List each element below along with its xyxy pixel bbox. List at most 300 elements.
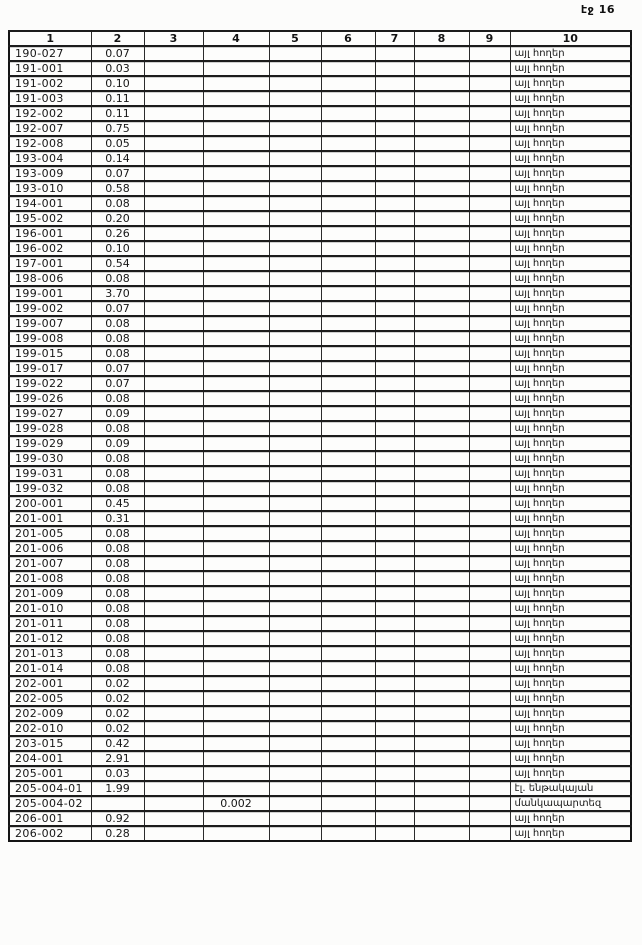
empty-cell — [469, 736, 510, 751]
parcel-code-cell: 199-017 — [9, 361, 91, 376]
col4-value-cell — [203, 601, 269, 616]
table-row — [9, 226, 631, 241]
empty-cell — [321, 691, 375, 706]
empty-cell — [469, 646, 510, 661]
column-header-3: 3 — [144, 31, 203, 46]
empty-cell — [414, 361, 469, 376]
parcel-code-cell: 205-004-02 — [9, 796, 91, 811]
empty-cell — [469, 61, 510, 76]
land-type-cell: այլ հողեր — [510, 826, 631, 841]
table-row — [9, 46, 631, 61]
table-row — [9, 376, 631, 391]
area-cell — [91, 796, 144, 811]
parcel-code-cell: 198-006 — [9, 271, 91, 286]
area-cell: 0.58 — [91, 181, 144, 196]
empty-cell — [469, 211, 510, 226]
col4-value-cell — [203, 661, 269, 676]
col4-value-cell — [203, 811, 269, 826]
empty-cell — [269, 256, 321, 271]
empty-cell — [414, 691, 469, 706]
parcel-code-cell: 201-007 — [9, 556, 91, 571]
empty-cell — [469, 376, 510, 391]
col4-value-cell — [203, 556, 269, 571]
empty-cell — [321, 421, 375, 436]
empty-cell — [269, 151, 321, 166]
table-row — [9, 481, 631, 496]
empty-cell — [144, 691, 203, 706]
empty-cell — [321, 241, 375, 256]
table-row — [9, 616, 631, 631]
empty-cell — [321, 751, 375, 766]
empty-cell — [269, 601, 321, 616]
empty-cell — [269, 766, 321, 781]
col4-value-cell — [203, 646, 269, 661]
column-header-5: 5 — [269, 31, 321, 46]
empty-cell — [375, 196, 414, 211]
empty-cell — [375, 511, 414, 526]
empty-cell — [375, 796, 414, 811]
empty-cell — [144, 331, 203, 346]
table-row — [9, 151, 631, 166]
empty-cell — [375, 121, 414, 136]
empty-cell — [375, 586, 414, 601]
empty-cell — [321, 301, 375, 316]
parcel-code-cell: 206-001 — [9, 811, 91, 826]
empty-cell — [321, 556, 375, 571]
empty-cell — [269, 586, 321, 601]
parcel-code-cell: 199-002 — [9, 301, 91, 316]
area-cell: 0.10 — [91, 241, 144, 256]
table-row — [9, 661, 631, 676]
land-type-cell: այլ հողեր — [510, 46, 631, 61]
empty-cell — [469, 166, 510, 181]
table-row — [9, 166, 631, 181]
area-cell: 0.54 — [91, 256, 144, 271]
area-cell: 0.03 — [91, 61, 144, 76]
land-type-cell: այլ հողեր — [510, 61, 631, 76]
empty-cell — [321, 391, 375, 406]
empty-cell — [375, 346, 414, 361]
empty-cell — [469, 541, 510, 556]
table-row — [9, 736, 631, 751]
empty-cell — [469, 751, 510, 766]
area-cell: 0.09 — [91, 436, 144, 451]
empty-cell — [375, 721, 414, 736]
table-row — [9, 436, 631, 451]
col4-value-cell — [203, 316, 269, 331]
table-row — [9, 511, 631, 526]
table-row — [9, 541, 631, 556]
header-row — [9, 31, 631, 46]
table-row — [9, 271, 631, 286]
empty-cell — [375, 181, 414, 196]
empty-cell — [144, 631, 203, 646]
empty-cell — [269, 196, 321, 211]
col4-value-cell — [203, 436, 269, 451]
empty-cell — [269, 106, 321, 121]
land-type-cell: այլ հողեր — [510, 136, 631, 151]
land-type-cell: այլ հողեր — [510, 451, 631, 466]
empty-cell — [375, 46, 414, 61]
empty-cell — [414, 241, 469, 256]
land-type-cell: այլ հողեր — [510, 616, 631, 631]
col4-value-cell — [203, 166, 269, 181]
land-type-cell: այլ հողեր — [510, 421, 631, 436]
empty-cell — [321, 106, 375, 121]
empty-cell — [269, 136, 321, 151]
parcel-code-cell: 190-027 — [9, 46, 91, 61]
col4-value-cell — [203, 301, 269, 316]
land-type-cell: այլ հողեր — [510, 661, 631, 676]
page-number-label: էջ 16 — [580, 3, 615, 16]
empty-cell — [469, 361, 510, 376]
empty-cell — [269, 181, 321, 196]
empty-cell — [414, 211, 469, 226]
parcel-code-cell: 192-002 — [9, 106, 91, 121]
area-cell: 0.08 — [91, 601, 144, 616]
land-type-cell: այլ հողեր — [510, 181, 631, 196]
parcel-code-cell: 204-001 — [9, 751, 91, 766]
empty-cell — [469, 406, 510, 421]
empty-cell — [375, 76, 414, 91]
empty-cell — [469, 46, 510, 61]
empty-cell — [144, 256, 203, 271]
land-type-cell: այլ հողեր — [510, 331, 631, 346]
empty-cell — [469, 301, 510, 316]
empty-cell — [321, 646, 375, 661]
table-row — [9, 796, 631, 811]
col4-value-cell — [203, 76, 269, 91]
empty-cell — [269, 721, 321, 736]
land-type-cell: այլ հողեր — [510, 496, 631, 511]
area-cell: 0.08 — [91, 421, 144, 436]
empty-cell — [375, 376, 414, 391]
empty-cell — [269, 76, 321, 91]
empty-cell — [269, 646, 321, 661]
empty-cell — [414, 646, 469, 661]
col4-value-cell — [203, 691, 269, 706]
empty-cell — [321, 721, 375, 736]
empty-cell — [144, 106, 203, 121]
empty-cell — [414, 301, 469, 316]
empty-cell — [269, 796, 321, 811]
empty-cell — [269, 736, 321, 751]
empty-cell — [269, 751, 321, 766]
col4-value-cell — [203, 61, 269, 76]
empty-cell — [321, 376, 375, 391]
area-cell: 0.02 — [91, 691, 144, 706]
empty-cell — [269, 166, 321, 181]
col4-value-cell — [203, 736, 269, 751]
empty-cell — [414, 496, 469, 511]
land-type-cell: այլ հողեր — [510, 121, 631, 136]
empty-cell — [414, 406, 469, 421]
empty-cell — [144, 451, 203, 466]
empty-cell — [321, 226, 375, 241]
empty-cell — [469, 796, 510, 811]
empty-cell — [269, 121, 321, 136]
table-row — [9, 496, 631, 511]
area-cell: 0.92 — [91, 811, 144, 826]
empty-cell — [269, 631, 321, 646]
area-cell: 0.08 — [91, 661, 144, 676]
empty-cell — [269, 496, 321, 511]
empty-cell — [469, 256, 510, 271]
col4-value-cell — [203, 766, 269, 781]
area-cell: 0.08 — [91, 466, 144, 481]
empty-cell — [269, 661, 321, 676]
empty-cell — [469, 196, 510, 211]
empty-cell — [375, 571, 414, 586]
empty-cell — [414, 316, 469, 331]
column-header-10: 10 — [510, 31, 631, 46]
col4-value-cell — [203, 481, 269, 496]
area-cell: 0.08 — [91, 631, 144, 646]
table-row — [9, 361, 631, 376]
land-type-cell: այլ հողեր — [510, 646, 631, 661]
empty-cell — [375, 361, 414, 376]
empty-cell — [321, 526, 375, 541]
area-cell: 0.42 — [91, 736, 144, 751]
area-cell: 1.99 — [91, 781, 144, 796]
empty-cell — [375, 211, 414, 226]
empty-cell — [469, 286, 510, 301]
empty-cell — [414, 421, 469, 436]
empty-cell — [144, 496, 203, 511]
empty-cell — [469, 76, 510, 91]
empty-cell — [414, 526, 469, 541]
empty-cell — [144, 616, 203, 631]
empty-cell — [144, 526, 203, 541]
empty-cell — [469, 451, 510, 466]
empty-cell — [144, 361, 203, 376]
empty-cell — [414, 106, 469, 121]
empty-cell — [269, 676, 321, 691]
empty-cell — [269, 691, 321, 706]
empty-cell — [469, 766, 510, 781]
table-row — [9, 181, 631, 196]
empty-cell — [144, 166, 203, 181]
parcel-code-cell: 201-012 — [9, 631, 91, 646]
empty-cell — [144, 706, 203, 721]
area-cell: 0.45 — [91, 496, 144, 511]
empty-cell — [375, 811, 414, 826]
empty-cell — [269, 361, 321, 376]
parcel-code-cell: 201-009 — [9, 586, 91, 601]
col4-value-cell — [203, 751, 269, 766]
empty-cell — [144, 826, 203, 841]
area-cell: 0.02 — [91, 676, 144, 691]
empty-cell — [321, 316, 375, 331]
empty-cell — [269, 616, 321, 631]
empty-cell — [414, 271, 469, 286]
area-cell: 0.03 — [91, 766, 144, 781]
empty-cell — [144, 736, 203, 751]
table-row — [9, 646, 631, 661]
empty-cell — [414, 586, 469, 601]
land-type-cell: էլ. ենթակայան — [510, 781, 631, 796]
empty-cell — [375, 436, 414, 451]
col4-value-cell — [203, 211, 269, 226]
empty-cell — [269, 241, 321, 256]
empty-cell — [269, 346, 321, 361]
empty-cell — [414, 226, 469, 241]
empty-cell — [144, 286, 203, 301]
empty-cell — [414, 46, 469, 61]
empty-cell — [321, 736, 375, 751]
empty-cell — [144, 76, 203, 91]
col4-value-cell — [203, 196, 269, 211]
empty-cell — [414, 511, 469, 526]
empty-cell — [321, 61, 375, 76]
empty-cell — [414, 121, 469, 136]
column-header-6: 6 — [321, 31, 375, 46]
area-cell: 0.08 — [91, 526, 144, 541]
empty-cell — [144, 541, 203, 556]
empty-cell — [144, 466, 203, 481]
col4-value-cell — [203, 136, 269, 151]
empty-cell — [375, 91, 414, 106]
col4-value-cell — [203, 286, 269, 301]
area-cell: 0.20 — [91, 211, 144, 226]
empty-cell — [269, 481, 321, 496]
empty-cell — [414, 61, 469, 76]
area-cell: 0.08 — [91, 586, 144, 601]
land-type-cell: այլ հողեր — [510, 346, 631, 361]
empty-cell — [269, 556, 321, 571]
parcel-code-cell: 193-010 — [9, 181, 91, 196]
parcel-code-cell: 201-008 — [9, 571, 91, 586]
empty-cell — [469, 466, 510, 481]
land-type-cell: այլ հողեր — [510, 391, 631, 406]
empty-cell — [269, 571, 321, 586]
empty-cell — [321, 436, 375, 451]
empty-cell — [375, 421, 414, 436]
empty-cell — [144, 721, 203, 736]
empty-cell — [414, 196, 469, 211]
land-type-cell: այլ հողեր — [510, 301, 631, 316]
area-cell: 0.08 — [91, 196, 144, 211]
empty-cell — [414, 676, 469, 691]
land-type-cell: այլ հողեր — [510, 166, 631, 181]
empty-cell — [144, 226, 203, 241]
empty-cell — [375, 61, 414, 76]
empty-cell — [375, 646, 414, 661]
area-cell: 0.07 — [91, 166, 144, 181]
table-row — [9, 196, 631, 211]
empty-cell — [269, 526, 321, 541]
empty-cell — [414, 601, 469, 616]
col4-value-cell — [203, 226, 269, 241]
empty-cell — [469, 346, 510, 361]
empty-cell — [375, 766, 414, 781]
area-cell: 0.09 — [91, 406, 144, 421]
area-cell: 0.08 — [91, 331, 144, 346]
table-row — [9, 76, 631, 91]
parcel-code-cell: 201-001 — [9, 511, 91, 526]
empty-cell — [269, 706, 321, 721]
empty-cell — [375, 661, 414, 676]
empty-cell — [144, 406, 203, 421]
empty-cell — [375, 706, 414, 721]
col4-value-cell — [203, 616, 269, 631]
empty-cell — [469, 316, 510, 331]
parcel-code-cell: 199-026 — [9, 391, 91, 406]
empty-cell — [321, 451, 375, 466]
empty-cell — [469, 556, 510, 571]
table-row — [9, 421, 631, 436]
empty-cell — [321, 286, 375, 301]
empty-cell — [144, 661, 203, 676]
empty-cell — [375, 481, 414, 496]
empty-cell — [269, 301, 321, 316]
parcel-code-cell: 192-008 — [9, 136, 91, 151]
empty-cell — [414, 91, 469, 106]
table-row — [9, 706, 631, 721]
empty-cell — [375, 241, 414, 256]
empty-cell — [321, 811, 375, 826]
empty-cell — [269, 781, 321, 796]
table-row — [9, 331, 631, 346]
empty-cell — [414, 631, 469, 646]
col4-value-cell — [203, 151, 269, 166]
empty-cell — [469, 271, 510, 286]
empty-cell — [469, 91, 510, 106]
empty-cell — [414, 616, 469, 631]
area-cell: 0.08 — [91, 451, 144, 466]
land-type-cell: այլ հողեր — [510, 436, 631, 451]
empty-cell — [375, 736, 414, 751]
area-cell: 0.07 — [91, 361, 144, 376]
column-header-9: 9 — [469, 31, 510, 46]
land-type-cell: այլ հողեր — [510, 376, 631, 391]
table-row — [9, 781, 631, 796]
empty-cell — [321, 481, 375, 496]
table-header — [9, 31, 631, 46]
empty-cell — [469, 601, 510, 616]
empty-cell — [321, 541, 375, 556]
empty-cell — [469, 331, 510, 346]
land-type-cell: այլ հողեր — [510, 256, 631, 271]
empty-cell — [144, 811, 203, 826]
area-cell: 0.05 — [91, 136, 144, 151]
area-cell: 0.07 — [91, 46, 144, 61]
land-type-cell: այլ հողեր — [510, 571, 631, 586]
parcel-code-cell: 201-006 — [9, 541, 91, 556]
land-type-cell: այլ հողեր — [510, 811, 631, 826]
empty-cell — [375, 541, 414, 556]
empty-cell — [469, 826, 510, 841]
empty-cell — [321, 121, 375, 136]
empty-cell — [144, 586, 203, 601]
col4-value-cell — [203, 46, 269, 61]
empty-cell — [469, 241, 510, 256]
empty-cell — [144, 136, 203, 151]
empty-cell — [469, 421, 510, 436]
land-type-cell: այլ հողեր — [510, 316, 631, 331]
table-row — [9, 451, 631, 466]
col4-value-cell — [203, 451, 269, 466]
parcel-code-cell: 199-032 — [9, 481, 91, 496]
empty-cell — [375, 616, 414, 631]
empty-cell — [414, 346, 469, 361]
area-cell: 0.10 — [91, 76, 144, 91]
empty-cell — [469, 526, 510, 541]
table-row — [9, 136, 631, 151]
empty-cell — [375, 271, 414, 286]
table-row — [9, 571, 631, 586]
area-cell: 0.08 — [91, 316, 144, 331]
